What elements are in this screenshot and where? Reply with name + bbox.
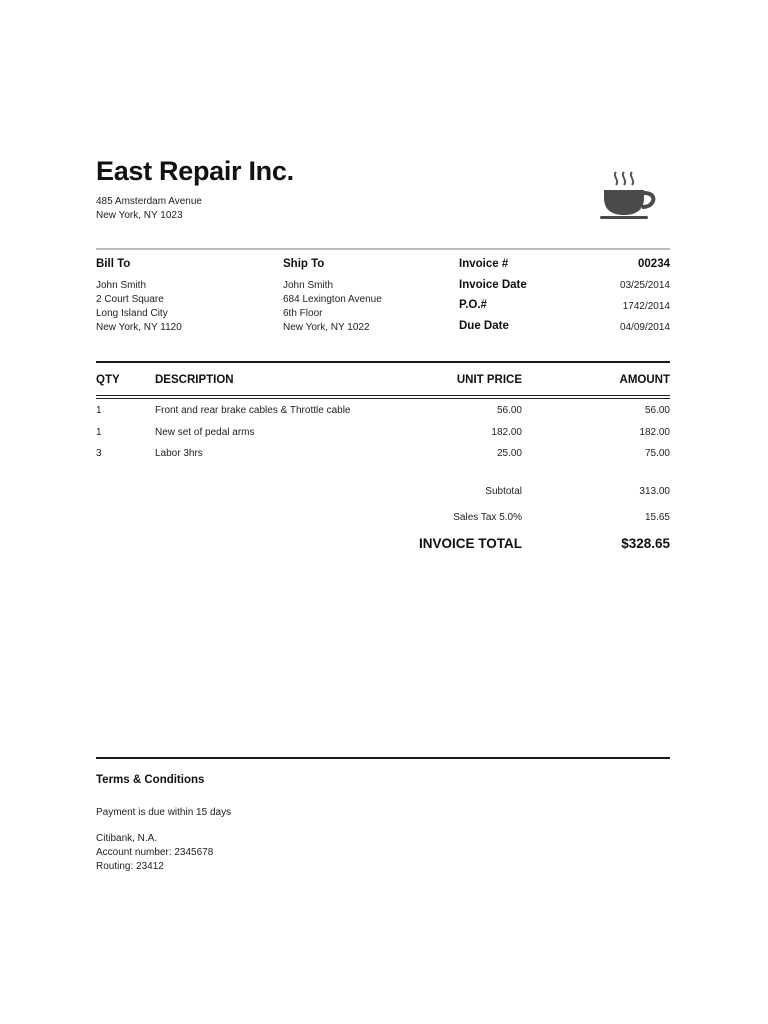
invoice-total-label: INVOICE TOTAL xyxy=(418,536,522,551)
payment-terms: Payment is due within 15 days xyxy=(96,807,232,818)
subtotal-value: 313.00 xyxy=(639,486,670,497)
bill-to-line: Long Island City xyxy=(96,308,168,319)
table-row xyxy=(96,427,670,449)
row-description: Labor 3hrs xyxy=(155,448,203,459)
sales-tax-value: 15.65 xyxy=(644,512,670,523)
invoice-total-value: $328.65 xyxy=(621,536,670,551)
unit-price-column-header: UNIT PRICE xyxy=(456,374,522,386)
due-date-value: 04/09/2014 xyxy=(619,322,670,333)
ship-to-line: 684 Lexington Avenue xyxy=(283,294,382,305)
row-qty: 3 xyxy=(96,448,102,459)
company-address xyxy=(96,195,202,223)
row-unit-price: 56.00 xyxy=(496,405,522,416)
company-address-line: 485 Amsterdam Avenue xyxy=(96,196,202,207)
table-header-rule xyxy=(96,395,670,399)
bill-to-address xyxy=(96,279,182,335)
row-qty: 1 xyxy=(96,427,102,438)
bill-to-line: New York, NY 1120 xyxy=(96,322,182,333)
row-amount: 56.00 xyxy=(644,405,670,416)
row-amount: 75.00 xyxy=(644,448,670,459)
bank-details xyxy=(96,832,213,874)
due-date-label: Due Date xyxy=(459,320,509,332)
invoice-date-value: 03/25/2014 xyxy=(619,280,670,291)
ship-to-address xyxy=(283,279,382,335)
po-number-label: P.O.# xyxy=(459,299,487,311)
bank-line: Account number: 2345678 xyxy=(96,847,214,858)
coffee-cup-icon xyxy=(598,168,662,229)
row-unit-price: 182.00 xyxy=(491,427,522,438)
table-row xyxy=(96,448,670,470)
po-number-value: 1742/2014 xyxy=(622,301,670,312)
bank-line: Routing: 23412 xyxy=(96,861,164,872)
bill-to-line: John Smith xyxy=(96,280,147,291)
ship-to-line: John Smith xyxy=(283,280,334,291)
description-column-header: DESCRIPTION xyxy=(155,374,234,386)
bank-line: Citibank, N.A. xyxy=(96,833,158,844)
row-description: New set of pedal arms xyxy=(155,427,255,438)
company-address-line: New York, NY 1023 xyxy=(96,210,183,221)
terms-heading: Terms & Conditions xyxy=(96,774,205,786)
row-description: Front and rear brake cables & Throttle cable xyxy=(155,405,351,416)
invoice-number-value: 00234 xyxy=(638,258,670,270)
row-amount: 182.00 xyxy=(639,427,670,438)
company-name: East Repair Inc. xyxy=(96,156,294,186)
row-unit-price: 25.00 xyxy=(496,448,522,459)
amount-column-header: AMOUNT xyxy=(619,374,670,386)
terms-divider xyxy=(96,757,670,759)
bill-to-line: 2 Court Square xyxy=(96,294,164,305)
table-top-rule xyxy=(96,361,670,363)
bill-to-heading: Bill To xyxy=(96,258,131,270)
ship-to-line: New York, NY 1022 xyxy=(283,322,370,333)
table-row xyxy=(96,405,670,427)
sales-tax-label: Sales Tax 5.0% xyxy=(453,512,522,523)
subtotal-label: Subtotal xyxy=(485,486,522,497)
header-divider xyxy=(96,248,670,250)
qty-column-header: QTY xyxy=(96,374,120,386)
invoice-date-label: Invoice Date xyxy=(459,279,527,291)
ship-to-heading: Ship To xyxy=(283,258,325,270)
ship-to-line: 6th Floor xyxy=(283,308,323,319)
invoice-number-label: Invoice # xyxy=(459,258,509,270)
row-qty: 1 xyxy=(96,405,102,416)
